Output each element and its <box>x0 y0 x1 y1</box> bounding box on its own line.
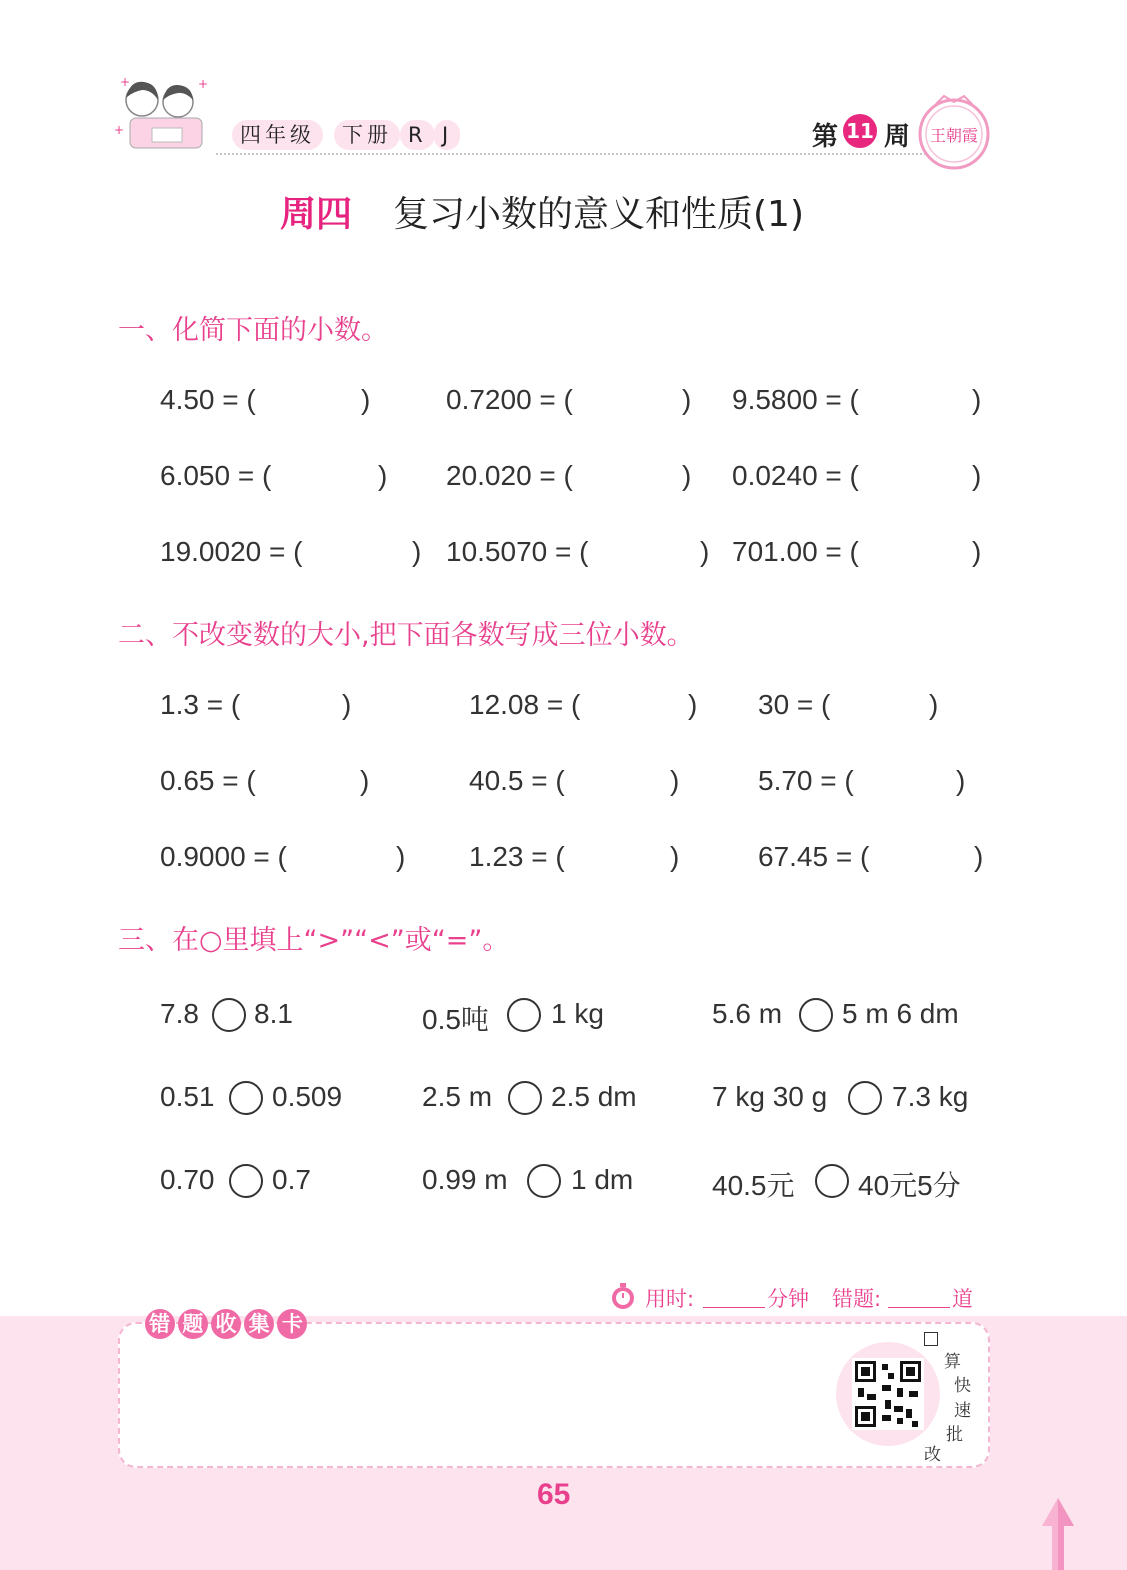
section2-item: 1.3 = ( <box>160 689 241 720</box>
answer-circle[interactable] <box>508 1081 542 1115</box>
close-paren: ) <box>682 384 692 415</box>
close-paren: ) <box>342 689 352 720</box>
time-label: 用时: <box>645 1287 695 1311</box>
close-paren: ) <box>378 460 388 491</box>
close-paren: ) <box>688 689 698 720</box>
stopwatch-icon <box>609 1281 637 1311</box>
week-prefix: 第 <box>812 122 839 152</box>
close-paren: ) <box>682 460 692 491</box>
close-paren: ) <box>974 841 984 872</box>
section2-item: 0.9000 = ( <box>160 841 287 872</box>
close-paren: ) <box>670 841 680 872</box>
card-label <box>143 1305 309 1343</box>
section2-item: 5.70 = ( <box>758 765 854 796</box>
qr-code-icon[interactable] <box>852 1358 924 1430</box>
close-paren: ) <box>361 384 371 415</box>
week-suffix: 周 <box>884 122 911 152</box>
compare-left: 40.5元 <box>712 1170 795 1201</box>
section1-item: 20.020 = ( <box>446 460 573 491</box>
compare-right: 7.3 kg <box>892 1081 969 1112</box>
answer-circle[interactable] <box>815 1164 849 1198</box>
answer-circle[interactable] <box>799 998 833 1032</box>
card-label-char: 收 <box>211 1309 241 1339</box>
compare-right: 1 dm <box>571 1164 634 1195</box>
author-seal-icon <box>914 92 994 172</box>
compare-right: 0.7 <box>272 1164 311 1195</box>
header-divider <box>216 153 926 155</box>
close-paren: ) <box>670 765 680 796</box>
close-paren: ) <box>396 841 406 872</box>
svg-text:+: + <box>114 123 125 137</box>
svg-text:+: + <box>198 77 209 91</box>
section2-item: 30 = ( <box>758 689 831 720</box>
compare-right: 5 m 6 dm <box>842 998 959 1029</box>
answer-circle[interactable] <box>848 1081 882 1115</box>
close-paren: ) <box>360 765 370 796</box>
section1-item: 0.7200 = ( <box>446 384 573 415</box>
errors-unit: 道 <box>952 1287 973 1311</box>
edition-r-label: R <box>400 120 435 150</box>
section3-heading: 三、在○里填上“>”“<”或“=”。 <box>118 925 510 956</box>
section2-item: 1.23 = ( <box>469 841 565 872</box>
compare-left: 0.5吨 <box>422 1004 489 1035</box>
volume-label: 下册 <box>334 120 400 150</box>
section2-item: 0.65 = ( <box>160 765 256 796</box>
compare-left: 0.51 <box>160 1081 215 1112</box>
section2-item: 67.45 = ( <box>758 841 870 872</box>
answer-circle[interactable] <box>229 1164 263 1198</box>
section2-heading: 二、不改变数的大小,把下面各数写成三位小数。 <box>118 620 694 651</box>
section1-item: 19.0020 = ( <box>160 536 303 567</box>
card-label-char: 卡 <box>277 1309 307 1339</box>
answer-circle[interactable] <box>527 1164 561 1198</box>
answer-circle[interactable] <box>507 998 541 1032</box>
compare-left: 7 kg 30 g <box>712 1081 828 1112</box>
section1-item: 9.5800 = ( <box>732 384 859 415</box>
edition-j-label: J <box>434 120 460 150</box>
section1-item: 0.0240 = ( <box>732 460 859 491</box>
close-paren: ) <box>929 689 939 720</box>
time-blank[interactable] <box>703 1307 765 1308</box>
svg-text:+: + <box>120 75 131 89</box>
grade-label: 四年级 <box>232 120 323 150</box>
close-paren: ) <box>412 536 422 567</box>
section1-item: 10.5070 = ( <box>446 536 589 567</box>
section2-item: 12.08 = ( <box>469 689 581 720</box>
checkbox-icon <box>924 1332 938 1346</box>
qr-caption-char: 批 <box>946 1425 963 1445</box>
week-number-badge: 11 <box>843 114 877 148</box>
qr-caption-char: 快 <box>954 1376 971 1396</box>
errors-label: 错题: <box>832 1287 882 1311</box>
compare-left: 2.5 m <box>422 1081 493 1112</box>
close-paren: ) <box>972 536 982 567</box>
svg-text:王朝霞: 王朝霞 <box>929 126 979 145</box>
section2-item: 40.5 = ( <box>469 765 565 796</box>
page-title: 复习小数的意义和性质(1) <box>393 194 804 235</box>
section1-item: 701.00 = ( <box>732 536 859 567</box>
page-number: 65 <box>537 1478 571 1511</box>
section1-item: 4.50 = ( <box>160 384 256 415</box>
compare-left: 7.8 <box>160 998 199 1029</box>
up-arrow-icon <box>1038 1496 1078 1570</box>
card-label-char: 集 <box>244 1309 274 1339</box>
close-paren: ) <box>956 765 966 796</box>
compare-right: 8.1 <box>254 998 293 1029</box>
compare-left: 0.99 m <box>422 1164 508 1195</box>
kids-illustration-icon <box>112 72 218 162</box>
answer-circle[interactable] <box>212 998 246 1032</box>
compare-right: 40元5分 <box>858 1170 961 1201</box>
section1-item: 6.050 = ( <box>160 460 272 491</box>
compare-left: 5.6 m <box>712 998 783 1029</box>
close-paren: ) <box>972 384 982 415</box>
card-label-char: 题 <box>178 1309 208 1339</box>
compare-left: 0.70 <box>160 1164 215 1195</box>
section1-heading: 一、化简下面的小数。 <box>118 315 388 346</box>
qr-caption-char: 改 <box>924 1445 941 1465</box>
close-paren: ) <box>972 460 982 491</box>
answer-circle[interactable] <box>229 1081 263 1115</box>
qr-caption-char: 算 <box>944 1352 961 1372</box>
compare-right: 0.509 <box>272 1081 343 1112</box>
qr-caption-char: 速 <box>954 1401 971 1421</box>
minutes-label: 分钟 <box>767 1287 809 1311</box>
title-day: 周四 <box>280 194 353 235</box>
compare-right: 2.5 dm <box>551 1081 637 1112</box>
close-paren: ) <box>700 536 710 567</box>
errors-blank[interactable] <box>888 1307 950 1308</box>
card-label-char: 错 <box>145 1309 175 1339</box>
compare-right: 1 kg <box>551 998 604 1029</box>
